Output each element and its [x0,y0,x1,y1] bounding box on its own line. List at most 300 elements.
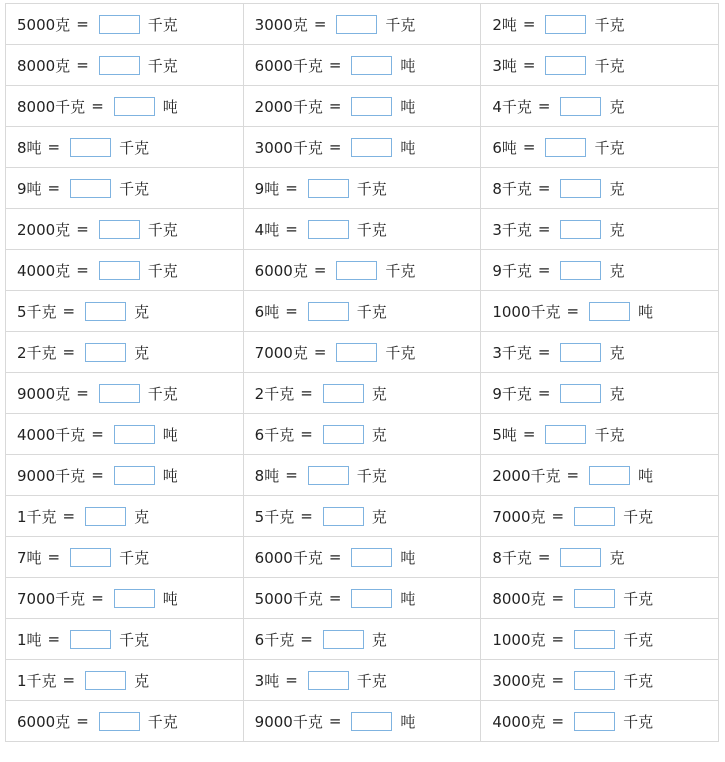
given-quantity: 7000千克 [17,589,86,608]
conversion-problem [492,711,718,732]
target-unit: 千克 [356,671,387,690]
conversion-problem [17,629,243,650]
conversion-problem-cell [243,660,481,701]
conversion-problem-cell [6,373,244,414]
conversion-problem [492,55,718,76]
answer-input-box[interactable] [560,179,601,198]
given-quantity: 1000千克 [492,302,561,321]
equals-sign: = [91,97,104,115]
conversion-problem-cell [243,619,481,660]
table-row [6,619,719,660]
table-row [6,127,719,168]
answer-input-box[interactable] [336,343,377,362]
given-quantity: 8吨 [254,466,280,485]
conversion-problem [17,506,243,527]
given-quantity: 1吨 [17,630,42,649]
conversion-problem-cell [243,455,481,496]
given-quantity: 3吨 [254,671,280,690]
conversion-problem-cell [481,414,719,455]
equals-sign: = [76,56,89,74]
target-unit: 千克 [594,15,625,34]
target-unit: 千克 [385,343,416,362]
conversion-problem [17,547,243,568]
conversion-problem-cell [481,373,719,414]
equals-sign: = [76,712,89,730]
answer-input-box[interactable] [99,384,140,403]
answer-input-box[interactable] [574,507,615,526]
table-row [6,291,719,332]
conversion-problem [492,383,718,404]
given-quantity: 9000千克 [254,712,323,731]
equals-sign: = [300,425,313,443]
equals-sign: = [285,220,298,238]
conversion-problem-cell [6,168,244,209]
target-unit: 千克 [356,302,387,321]
given-quantity: 2000千克 [254,97,323,116]
conversion-problem-cell [6,86,244,127]
answer-input-box[interactable] [85,671,126,690]
equals-sign: = [537,179,551,197]
given-quantity: 4000千克 [17,425,86,444]
conversion-problem [255,301,481,322]
conversion-problem-cell [243,86,481,127]
conversion-problem-cell [243,414,481,455]
answer-input-box[interactable] [574,712,615,731]
target-unit: 吨 [400,97,416,116]
conversion-problem [17,260,243,281]
equals-sign: = [537,97,551,115]
table-row [6,701,719,742]
answer-input-box[interactable] [560,261,601,280]
equals-sign: = [76,220,89,238]
given-quantity: 8吨 [17,138,42,157]
given-quantity: 1千克 [17,507,57,526]
target-unit: 克 [371,425,387,444]
conversion-problem [17,465,243,486]
conversion-problem [17,711,243,732]
answer-input-box[interactable] [323,425,364,444]
conversion-problem-cell [243,250,481,291]
conversion-problem-cell [481,332,719,373]
equals-sign: = [566,302,580,320]
target-unit: 吨 [162,97,178,116]
table-row [6,578,719,619]
conversion-problem [255,55,481,76]
equals-sign: = [313,343,327,361]
given-quantity: 6000克 [17,712,71,731]
conversion-problem [17,301,243,322]
conversion-problem-cell [243,168,481,209]
answer-input-box[interactable] [336,15,377,34]
answer-input-box[interactable] [323,384,364,403]
conversion-problem-cell [481,4,719,45]
answer-input-box[interactable] [574,630,615,649]
table-row [6,332,719,373]
equals-sign: = [537,384,551,402]
target-unit: 千克 [147,15,178,34]
answer-input-box[interactable] [589,466,630,485]
target-unit: 吨 [162,589,178,608]
conversion-problem [255,178,481,199]
conversion-problem-cell [6,619,244,660]
conversion-problem-cell [243,127,481,168]
given-quantity: 8千克 [492,179,532,198]
conversion-problem [17,588,243,609]
target-unit: 吨 [400,56,416,75]
given-quantity: 9千克 [492,384,532,403]
table-row [6,209,719,250]
answer-input-box[interactable] [545,425,586,444]
given-quantity: 6千克 [254,425,295,444]
equals-sign: = [76,261,89,279]
equals-sign: = [566,466,580,484]
conversion-problem-cell [481,701,719,742]
conversion-problem [255,219,481,240]
target-unit: 克 [371,507,387,526]
conversion-problem-cell [481,209,719,250]
conversion-problem [255,342,481,363]
given-quantity: 2000克 [17,220,71,239]
conversion-problem-cell [6,209,244,250]
equals-sign: = [76,15,89,33]
target-unit: 千克 [623,671,654,690]
conversion-problem-cell [481,496,719,537]
conversion-problem [17,137,243,158]
target-unit: 千克 [356,179,387,198]
answer-input-box[interactable] [85,507,126,526]
conversion-problem [492,506,718,527]
conversion-problem [492,96,718,117]
given-quantity: 2000千克 [492,466,561,485]
equals-sign: = [47,138,61,156]
conversion-problem-cell [6,578,244,619]
answer-input-box[interactable] [70,630,111,649]
conversion-problem [255,260,481,281]
target-unit: 吨 [400,548,416,567]
answer-input-box[interactable] [351,97,392,116]
conversion-problem-cell [481,127,719,168]
conversion-problem-cell [243,209,481,250]
target-unit: 千克 [594,138,625,157]
table-row [6,45,719,86]
answer-input-box[interactable] [308,179,349,198]
conversion-problem [255,424,481,445]
conversion-problem [17,383,243,404]
given-quantity: 9000克 [17,384,71,403]
equals-sign: = [537,261,551,279]
target-unit: 千克 [356,220,387,239]
equals-sign: = [62,507,76,525]
conversion-problem [492,14,718,35]
answer-input-box[interactable] [351,138,392,157]
answer-input-box[interactable] [323,630,364,649]
conversion-problem-cell [6,455,244,496]
conversion-problem-cell [481,168,719,209]
answer-input-box[interactable] [99,220,140,239]
conversion-problem-cell [481,578,719,619]
equals-sign: = [313,15,327,33]
conversion-problem [255,711,481,732]
answer-input-box[interactable] [99,15,140,34]
conversion-problem [17,14,243,35]
equals-sign: = [522,138,536,156]
conversion-problem [17,424,243,445]
equals-sign: = [285,671,298,689]
answer-input-box[interactable] [351,548,392,567]
conversion-problem-cell [243,291,481,332]
equals-sign: = [551,589,565,607]
answer-input-box[interactable] [574,671,615,690]
answer-input-box[interactable] [70,179,111,198]
equals-sign: = [91,425,104,443]
answer-input-box[interactable] [308,302,349,321]
conversion-problem-cell [481,45,719,86]
given-quantity: 6000克 [254,261,308,280]
conversion-problem [17,670,243,691]
answer-input-box[interactable] [351,589,392,608]
given-quantity: 2千克 [254,384,295,403]
target-unit: 千克 [147,261,178,280]
equals-sign: = [47,179,61,197]
given-quantity: 9吨 [254,179,280,198]
answer-input-box[interactable] [560,548,601,567]
conversion-problem-cell [6,496,244,537]
target-unit: 克 [609,179,625,198]
equals-sign: = [62,343,76,361]
equals-sign: = [522,56,536,74]
target-unit: 千克 [623,630,654,649]
equals-sign: = [91,589,104,607]
equals-sign: = [522,15,536,33]
conversion-problem-cell [6,127,244,168]
answer-input-box[interactable] [336,261,377,280]
equals-sign: = [537,343,551,361]
given-quantity: 2吨 [492,15,517,34]
conversion-problem [255,137,481,158]
answer-input-box[interactable] [323,507,364,526]
answer-input-box[interactable] [114,425,155,444]
given-quantity: 7吨 [17,548,42,567]
target-unit: 克 [609,261,625,280]
equals-sign: = [328,97,342,115]
answer-input-box[interactable] [560,384,601,403]
conversion-problem [492,547,718,568]
conversion-problem [255,588,481,609]
equals-sign: = [285,302,298,320]
equals-sign: = [328,712,342,730]
conversion-problem-cell [481,455,719,496]
answer-input-box[interactable] [589,302,630,321]
given-quantity: 4千克 [492,97,532,116]
conversion-problem [492,342,718,363]
conversion-problem [255,547,481,568]
answer-input-box[interactable] [114,466,155,485]
target-unit: 千克 [594,56,625,75]
conversion-problem [255,383,481,404]
equals-sign: = [551,712,565,730]
given-quantity: 3千克 [492,220,532,239]
target-unit: 千克 [119,138,150,157]
answer-input-box[interactable] [351,56,392,75]
target-unit: 吨 [638,466,654,485]
conversion-problem-cell [243,578,481,619]
conversion-problem [255,670,481,691]
given-quantity: 5千克 [254,507,295,526]
given-quantity: 8000克 [492,589,546,608]
answer-input-box[interactable] [99,261,140,280]
target-unit: 吨 [638,302,654,321]
conversion-problem-cell [6,701,244,742]
answer-input-box[interactable] [99,712,140,731]
conversion-problem [492,670,718,691]
conversion-problem-cell [6,291,244,332]
equals-sign: = [551,507,565,525]
conversion-problem-cell [481,619,719,660]
target-unit: 千克 [623,712,654,731]
equals-sign: = [300,630,313,648]
given-quantity: 5000克 [17,15,71,34]
answer-input-box[interactable] [99,56,140,75]
target-unit: 吨 [400,589,416,608]
conversion-problem [492,260,718,281]
conversion-problem [255,629,481,650]
answer-input-box[interactable] [70,548,111,567]
target-unit: 千克 [594,425,625,444]
given-quantity: 6千克 [254,630,295,649]
equals-sign: = [76,384,89,402]
table-row [6,373,719,414]
answer-input-box[interactable] [308,220,349,239]
table-row [6,660,719,701]
conversion-problem [492,178,718,199]
conversion-problem [492,219,718,240]
target-unit: 克 [134,302,150,321]
answer-input-box[interactable] [574,589,615,608]
table-row [6,250,719,291]
target-unit: 克 [371,630,387,649]
given-quantity: 3000克 [492,671,546,690]
table-row [6,496,719,537]
given-quantity: 5吨 [492,425,517,444]
equals-sign: = [300,507,313,525]
answer-input-box[interactable] [308,466,349,485]
conversion-problem-cell [6,250,244,291]
target-unit: 吨 [400,712,416,731]
target-unit: 千克 [147,56,178,75]
conversion-problem [492,137,718,158]
table-row [6,86,719,127]
target-unit: 克 [609,97,625,116]
conversion-problem-cell [243,373,481,414]
target-unit: 千克 [119,548,150,567]
answer-input-box[interactable] [70,138,111,157]
given-quantity: 1千克 [17,671,57,690]
target-unit: 吨 [162,425,178,444]
answer-input-box[interactable] [351,712,392,731]
target-unit: 千克 [147,220,178,239]
table-row [6,414,719,455]
equals-sign: = [328,138,342,156]
given-quantity: 6吨 [254,302,280,321]
target-unit: 千克 [623,507,654,526]
equals-sign: = [522,425,536,443]
equals-sign: = [47,548,61,566]
answer-input-box[interactable] [545,138,586,157]
answer-input-box[interactable] [545,56,586,75]
conversion-problem [17,55,243,76]
target-unit: 克 [609,343,625,362]
target-unit: 吨 [162,466,178,485]
given-quantity: 8千克 [492,548,532,567]
answer-input-box[interactable] [545,15,586,34]
conversion-problem-cell [6,660,244,701]
target-unit: 克 [609,548,625,567]
equals-sign: = [551,671,565,689]
conversion-problem-cell [243,537,481,578]
given-quantity: 6000千克 [254,548,323,567]
conversion-problem-cell [243,701,481,742]
conversion-problem [17,342,243,363]
given-quantity: 9000千克 [17,466,86,485]
equals-sign: = [62,302,76,320]
given-quantity: 9吨 [17,179,42,198]
answer-input-box[interactable] [114,97,155,116]
answer-input-box[interactable] [85,302,126,321]
conversion-problem [492,301,718,322]
equals-sign: = [537,548,551,566]
target-unit: 千克 [356,466,387,485]
given-quantity: 1000克 [492,630,546,649]
given-quantity: 5000千克 [254,589,323,608]
conversion-problem [255,506,481,527]
equals-sign: = [285,466,298,484]
given-quantity: 2千克 [17,343,57,362]
conversion-problem-cell [6,537,244,578]
conversion-problem [492,465,718,486]
conversion-problem-cell [6,414,244,455]
target-unit: 千克 [385,15,416,34]
target-unit: 千克 [147,384,178,403]
target-unit: 千克 [119,630,150,649]
conversion-problem-cell [243,45,481,86]
equals-sign: = [62,671,76,689]
worksheet-body [6,4,719,742]
target-unit: 克 [134,671,150,690]
answer-input-box[interactable] [308,671,349,690]
target-unit: 千克 [147,712,178,731]
given-quantity: 4000克 [17,261,71,280]
conversion-problem [17,219,243,240]
equals-sign: = [300,384,313,402]
answer-input-box[interactable] [560,220,601,239]
answer-input-box[interactable] [114,589,155,608]
target-unit: 克 [609,384,625,403]
answer-input-box[interactable] [85,343,126,362]
target-unit: 吨 [400,138,416,157]
conversion-problem [492,424,718,445]
answer-input-box[interactable] [560,343,601,362]
equals-sign: = [313,261,327,279]
equals-sign: = [551,630,565,648]
answer-input-box[interactable] [560,97,601,116]
target-unit: 克 [609,220,625,239]
equals-sign: = [328,589,342,607]
conversion-problem-cell [6,332,244,373]
conversion-problem-cell [243,332,481,373]
equals-sign: = [537,220,551,238]
equals-sign: = [328,548,342,566]
conversion-problem [17,96,243,117]
